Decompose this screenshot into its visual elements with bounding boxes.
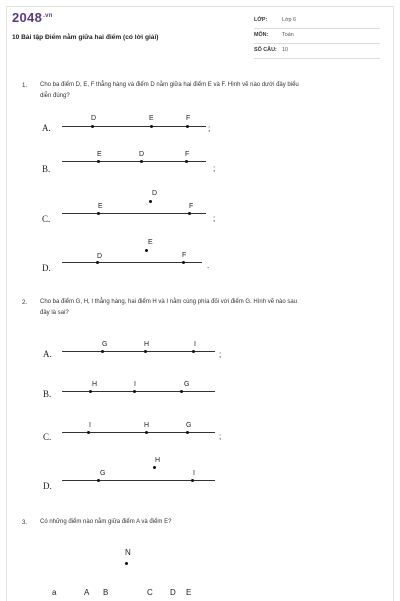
option-label[interactable]: A. bbox=[43, 349, 52, 359]
meta-row-count bbox=[254, 44, 380, 59]
point-label: H bbox=[155, 457, 161, 464]
meta-value: Lớp 6 bbox=[282, 17, 297, 23]
point-label: I bbox=[89, 422, 91, 429]
point-label: E bbox=[148, 239, 153, 246]
point-label: G bbox=[100, 470, 106, 477]
question-number: 3. bbox=[22, 520, 28, 526]
site-logo[interactable]: $2048^{.vn}$ bbox=[12, 10, 53, 25]
question-text: Có những điểm nào nằm giữa điểm A và điểm E? bbox=[40, 519, 172, 525]
point-dot bbox=[97, 479, 100, 482]
option-label[interactable]: B. bbox=[43, 389, 52, 399]
point-dot bbox=[144, 350, 147, 353]
point-dot bbox=[186, 431, 189, 434]
point-dot bbox=[186, 125, 189, 128]
point-label: H bbox=[144, 341, 150, 348]
point-dot bbox=[145, 249, 148, 252]
point-dot bbox=[87, 431, 90, 434]
point-label: D bbox=[91, 115, 97, 122]
option-label[interactable]: C. bbox=[43, 432, 52, 442]
point-label: F bbox=[185, 151, 190, 158]
point-dot bbox=[133, 390, 136, 393]
meta-row-subject bbox=[254, 29, 380, 44]
point-dot bbox=[89, 390, 92, 393]
point-label: D bbox=[139, 151, 145, 158]
question-text bbox=[40, 297, 385, 319]
point-label: D bbox=[152, 190, 158, 197]
meta-value: Toán bbox=[282, 32, 294, 38]
point-dot bbox=[101, 350, 104, 353]
point-label: N bbox=[125, 548, 131, 557]
question-number: 2. bbox=[22, 300, 28, 306]
point-dot bbox=[145, 431, 148, 434]
point-label: a bbox=[52, 588, 57, 597]
point-label: G bbox=[186, 422, 192, 429]
punctuation: . bbox=[207, 261, 210, 270]
option-label[interactable]: D. bbox=[43, 481, 52, 491]
point-label: E bbox=[97, 151, 102, 158]
point-label: F bbox=[186, 115, 191, 122]
question-number: 1. bbox=[22, 83, 28, 89]
point-dot bbox=[91, 125, 94, 128]
punctuation: ; bbox=[219, 350, 222, 359]
point-dot bbox=[150, 125, 153, 128]
point-dot bbox=[182, 261, 185, 264]
point-label: H bbox=[92, 381, 98, 388]
point-dot bbox=[149, 200, 152, 203]
question-text-line: Cho ba điểm G, H, I thẳng hàng, hai điểm H và I nằm cùng phía đối với điểm G. Hình vẽ nào sau bbox=[40, 299, 298, 305]
point-label: G bbox=[184, 381, 190, 388]
meta-value: 10 bbox=[282, 47, 288, 53]
point-dot bbox=[96, 261, 99, 264]
point-label: A bbox=[84, 588, 90, 597]
question-text-line: Cho ba điểm D, E, F thẳng hàng và điểm D nằm giữa hai điểm E và F. Hình vẽ nào dưới đây biểu bbox=[40, 82, 299, 88]
option-label[interactable]: D. bbox=[42, 263, 51, 273]
point-label: I bbox=[134, 381, 136, 388]
point-label: G bbox=[102, 341, 108, 348]
line-segment bbox=[62, 391, 215, 392]
point-dot bbox=[153, 466, 156, 469]
point-dot bbox=[140, 160, 143, 163]
meta-label: SỐ CÂU: bbox=[254, 47, 277, 53]
point-label: D bbox=[170, 588, 176, 597]
meta-row-class bbox=[254, 14, 380, 29]
point-dot bbox=[185, 160, 188, 163]
punctuation: ; bbox=[213, 164, 216, 173]
point-dot bbox=[125, 562, 128, 565]
line-segment bbox=[62, 213, 206, 214]
point-dot bbox=[97, 212, 100, 215]
point-label: E bbox=[149, 115, 154, 122]
point-label: E bbox=[98, 203, 103, 210]
option-label[interactable]: B. bbox=[42, 164, 51, 174]
point-label: E bbox=[186, 588, 192, 597]
option-label[interactable]: A. bbox=[42, 123, 51, 133]
point-label: H bbox=[144, 422, 150, 429]
question-text-line: diễn đúng? bbox=[40, 93, 70, 99]
point-label: F bbox=[189, 203, 194, 210]
point-dot bbox=[191, 479, 194, 482]
punctuation: ; bbox=[208, 124, 211, 133]
line-segment bbox=[62, 262, 202, 263]
point-dot bbox=[180, 390, 183, 393]
point-dot bbox=[188, 212, 191, 215]
point-label: I bbox=[194, 341, 196, 348]
point-label: D bbox=[97, 253, 103, 260]
point-dot bbox=[192, 350, 195, 353]
line-segment bbox=[62, 432, 215, 433]
point-label: C bbox=[147, 588, 153, 597]
question-text-line: đây là sai? bbox=[40, 310, 69, 316]
point-label: B bbox=[103, 588, 109, 597]
point-label: I bbox=[193, 470, 195, 477]
meta-label: LỚP: bbox=[254, 17, 268, 23]
point-label: F bbox=[182, 252, 187, 259]
point-dot bbox=[97, 160, 100, 163]
punctuation: ; bbox=[213, 214, 216, 223]
question-text bbox=[40, 80, 385, 102]
punctuation: ; bbox=[219, 432, 222, 441]
document-title: 10 Bài tập Điểm nằm giữa hai điểm (có lời giải) bbox=[12, 34, 159, 41]
meta-label: MÔN: bbox=[254, 32, 269, 38]
option-label[interactable]: C. bbox=[42, 214, 51, 224]
line-segment bbox=[62, 126, 206, 127]
